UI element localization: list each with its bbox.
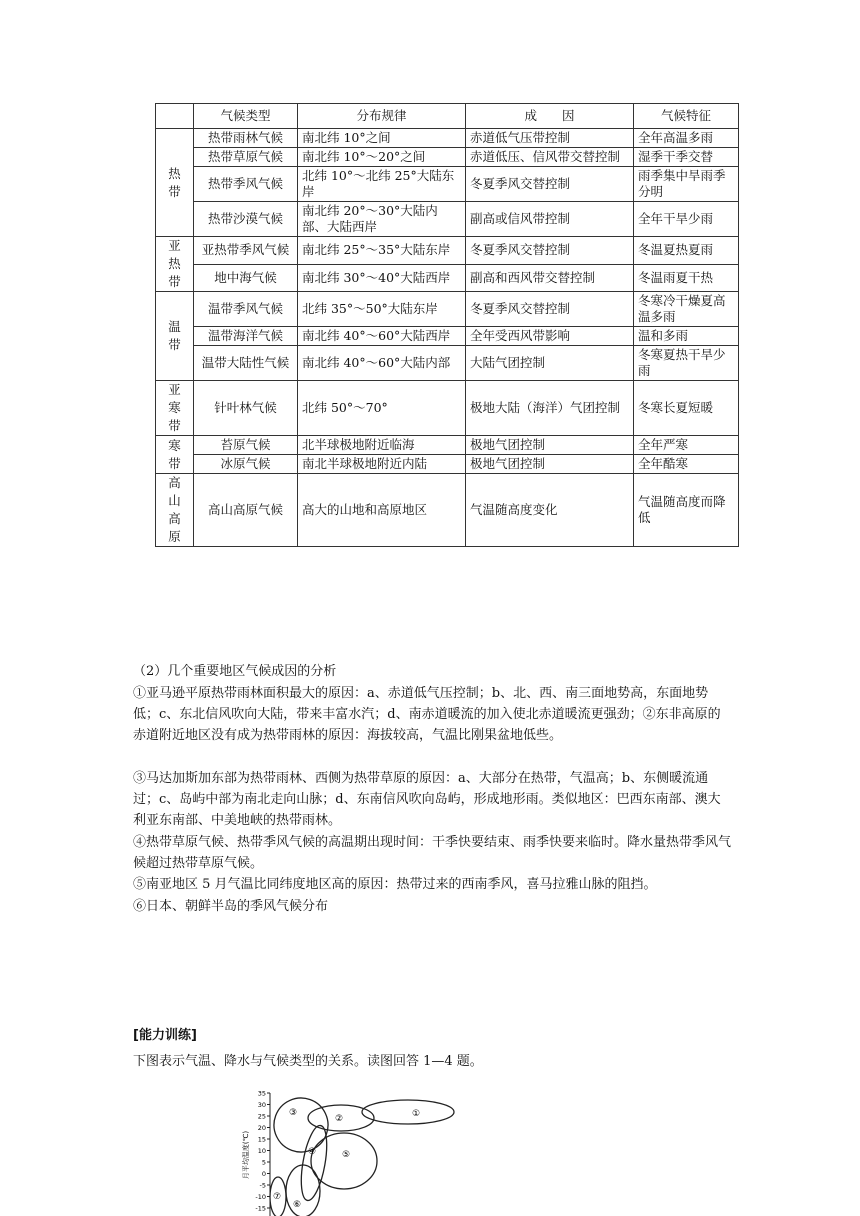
cause-cell: 冬夏季风交替控制 — [466, 292, 634, 327]
header-feature: 气候特征 — [634, 104, 739, 129]
feature-cell: 温和多雨 — [634, 327, 739, 346]
zone-char: 带 — [168, 274, 181, 289]
distribution-cell: 南北纬 10°之间 — [298, 129, 466, 148]
climate-type-cell: 热带草原气候 — [194, 148, 298, 167]
zone-char: 温 — [168, 319, 181, 334]
table-row — [156, 346, 739, 381]
analysis-paragraph-3: ④热带草原气候、热带季风气候的高温期出现时间：干季快要结束、雨季快要来临时。降水量热带季风气候超过热带草原气候。 — [133, 835, 732, 871]
header-distribution: 分布规律 — [298, 104, 466, 129]
table-body — [156, 129, 739, 547]
distribution-cell: 北纬 50°～70° — [298, 381, 466, 436]
zone-char: 热 — [168, 256, 181, 271]
training-title: [能力训练] — [133, 1028, 197, 1043]
zone-char: 亚 — [168, 382, 181, 397]
region-6-ellipse — [286, 1165, 320, 1216]
region-2-label: ② — [334, 1114, 344, 1124]
feature-cell: 冬寒长夏短暖 — [634, 381, 739, 436]
region-4-label: ④ — [307, 1147, 317, 1157]
distribution-cell: 南北纬 40°～60°大陆西岸 — [298, 327, 466, 346]
region-3-label: ③ — [288, 1108, 298, 1118]
table-header-row — [156, 104, 739, 129]
y-tick-label: -5 — [259, 1181, 266, 1190]
feature-cell: 冬温雨夏干热 — [634, 264, 739, 292]
region-7-label: ⑦ — [272, 1192, 282, 1202]
climate-type-cell: 温带季风气候 — [194, 292, 298, 327]
cause-cell: 极地气团控制 — [466, 436, 634, 455]
table-row — [156, 436, 739, 455]
header-climate-type: 气候类型 — [194, 104, 298, 129]
climate-type-cell: 热带沙漠气候 — [194, 202, 298, 237]
table-row — [156, 237, 739, 265]
cause-cell: 极地大陆（海洋）气团控制 — [466, 381, 634, 436]
distribution-cell: 南北纬 30°～40°大陆西岸 — [298, 264, 466, 292]
distribution-cell: 南北纬 40°～60°大陆内部 — [298, 346, 466, 381]
cause-cell: 极地气团控制 — [466, 455, 634, 474]
table-row — [156, 148, 739, 167]
table-row — [156, 474, 739, 547]
feature-cell: 全年高温多雨 — [634, 129, 739, 148]
table-row — [156, 381, 739, 436]
zone-cell — [156, 292, 194, 381]
table-row — [156, 292, 739, 327]
y-axis-title: 月平均温度(℃) — [242, 1130, 250, 1180]
cause-cell: 赤道低压、信风带交替控制 — [466, 148, 634, 167]
climate-type-cell: 高山高原气候 — [194, 474, 298, 547]
feature-cell: 冬寒夏热干旱少雨 — [634, 346, 739, 381]
y-axis-label — [241, 1131, 250, 1180]
y-tick-label: 10 — [257, 1147, 266, 1155]
zone-char: 带 — [168, 183, 181, 199]
distribution-cell: 高大的山地和高原地区 — [298, 474, 466, 547]
table-row — [156, 455, 739, 474]
distribution-cell: 北半球极地附近临海 — [298, 436, 466, 455]
distribution-cell: 南北纬 25°～35°大陆东岸 — [298, 237, 466, 265]
y-tick-label: -10 — [255, 1193, 266, 1201]
distribution-cell: 北纬 35°～50°大陆东岸 — [298, 292, 466, 327]
cause-cell: 副高和西风带交替控制 — [466, 264, 634, 292]
cause-cell: 大陆气团控制 — [466, 346, 634, 381]
region-4-ellipse — [297, 1124, 332, 1203]
climate-type-cell: 热带季风气候 — [194, 167, 298, 202]
zone-char: 高 — [168, 511, 181, 526]
feature-cell: 湿季干季交替 — [634, 148, 739, 167]
y-axis-ticks — [255, 1090, 270, 1213]
climate-type-cell: 温带海洋气候 — [194, 327, 298, 346]
region-1-ellipse — [362, 1100, 454, 1124]
zone-char: 山 — [168, 493, 181, 508]
climate-type-cell: 地中海气候 — [194, 264, 298, 292]
cause-cell: 副高或信风带控制 — [466, 202, 634, 237]
y-tick-label: 30 — [257, 1101, 266, 1109]
climate-type-cell: 针叶林气候 — [194, 381, 298, 436]
feature-cell: 全年干旱少雨 — [634, 202, 739, 237]
y-tick-label: 25 — [257, 1112, 266, 1121]
zone-char: 带 — [168, 418, 181, 433]
cause-cell: 气温随高度变化 — [466, 474, 634, 547]
feature-cell: 全年酷寒 — [634, 455, 739, 474]
y-tick-label: 0 — [261, 1170, 266, 1178]
analysis-paragraph-2: ③马达加斯加东部为热带雨林、西侧为热带草原的原因：a、大部分在热带，气温高；b、东侧暖流通过；c、岛屿中部为南北走向山脉；d、东南信风吹向岛屿，形成地形雨。类似地区：巴西东南部、澳大利亚东南部、中美地峡的热带雨林。 — [133, 771, 721, 828]
cause-cell: 冬夏季风交替控制 — [466, 167, 634, 202]
cause-cell: 赤道低气压带控制 — [466, 129, 634, 148]
region-5-label: ⑤ — [341, 1150, 351, 1160]
climate-type-cell: 苔原气候 — [194, 436, 298, 455]
zone-cell — [156, 474, 194, 547]
feature-cell: 冬寒冷干燥夏高温多雨 — [634, 292, 739, 327]
zone-char: 寒 — [168, 437, 181, 453]
table-row — [156, 129, 739, 148]
table-row — [156, 202, 739, 237]
climate-type-cell: 冰原气候 — [194, 455, 298, 474]
distribution-cell: 北纬 10°～北纬 25°大陆东岸 — [298, 167, 466, 202]
cause-cell: 冬夏季风交替控制 — [466, 237, 634, 265]
feature-cell: 气温随高度而降低 — [634, 474, 739, 547]
zone-char: 带 — [168, 337, 181, 352]
feature-cell: 雨季集中旱雨季分明 — [634, 167, 739, 202]
table-row — [156, 264, 739, 292]
table-row — [156, 327, 739, 346]
region-1-label: ① — [411, 1109, 421, 1119]
header-cause: 成 因 — [466, 104, 634, 129]
region-5-ellipse — [311, 1133, 377, 1189]
climate-type-cell: 温带大陆性气候 — [194, 346, 298, 381]
climate-table — [155, 103, 739, 547]
zone-char: 亚 — [168, 238, 181, 253]
zone-cell — [156, 129, 194, 237]
climate-diagram — [238, 1085, 478, 1216]
training-intro: 下图表示气温、降水与气候类型的关系。读图回答 1—4 题。 — [133, 1054, 483, 1069]
feature-cell: 全年严寒 — [634, 436, 739, 455]
y-tick-label: -15 — [255, 1204, 266, 1213]
cause-cell: 全年受西风带影响 — [466, 327, 634, 346]
climate-type-cell: 亚热带季风气候 — [194, 237, 298, 265]
climate-type-cell: 热带雨林气候 — [194, 129, 298, 148]
header-empty — [156, 104, 194, 129]
zone-cell — [156, 381, 194, 436]
feature-cell: 冬温夏热夏雨 — [634, 237, 739, 265]
y-tick-label: 5 — [261, 1158, 266, 1167]
distribution-cell: 南北纬 20°～30°大陆内部、大陆西岸 — [298, 202, 466, 237]
y-tick-label: 15 — [257, 1135, 266, 1144]
zone-cell — [156, 237, 194, 292]
table-row — [156, 167, 739, 202]
analysis-paragraph-4: ⑤南亚地区 5 月气温比同纬度地区高的原因：热带过来的西南季风，喜马拉雅山脉的阻挡。 — [133, 877, 657, 892]
region-6-label: ⑥ — [292, 1200, 302, 1210]
zone-char: 热 — [168, 165, 181, 181]
analysis-paragraph-1: ①亚马逊平原热带雨林面积最大的原因：a、赤道低气压控制；b、北、西、南三面地势高，东面地势低；c、东北信风吹向大陆，带来丰富水汽；d、南赤道暖流的加入使北赤道暖流更强劲；②东非高原的赤道附近地区没有成为热带雨林的原因：海拔较高，气温比刚果盆地低些。 — [133, 686, 721, 743]
zone-char: 原 — [168, 529, 181, 544]
distribution-cell: 南北半球极地附近内陆 — [298, 455, 466, 474]
zone-char: 高 — [168, 475, 181, 490]
analysis-heading: （2）几个重要地区气候成因的分析 — [133, 664, 337, 679]
zone-char: 寒 — [168, 400, 181, 415]
analysis-paragraph-5: ⑥日本、朝鲜半岛的季风气候分布 — [133, 899, 329, 914]
distribution-cell: 南北纬 10°～20°之间 — [298, 148, 466, 167]
y-tick-label: 20 — [257, 1124, 266, 1132]
zone-cell — [156, 436, 194, 474]
y-tick-label: 35 — [257, 1089, 266, 1098]
zone-char: 带 — [168, 455, 181, 471]
